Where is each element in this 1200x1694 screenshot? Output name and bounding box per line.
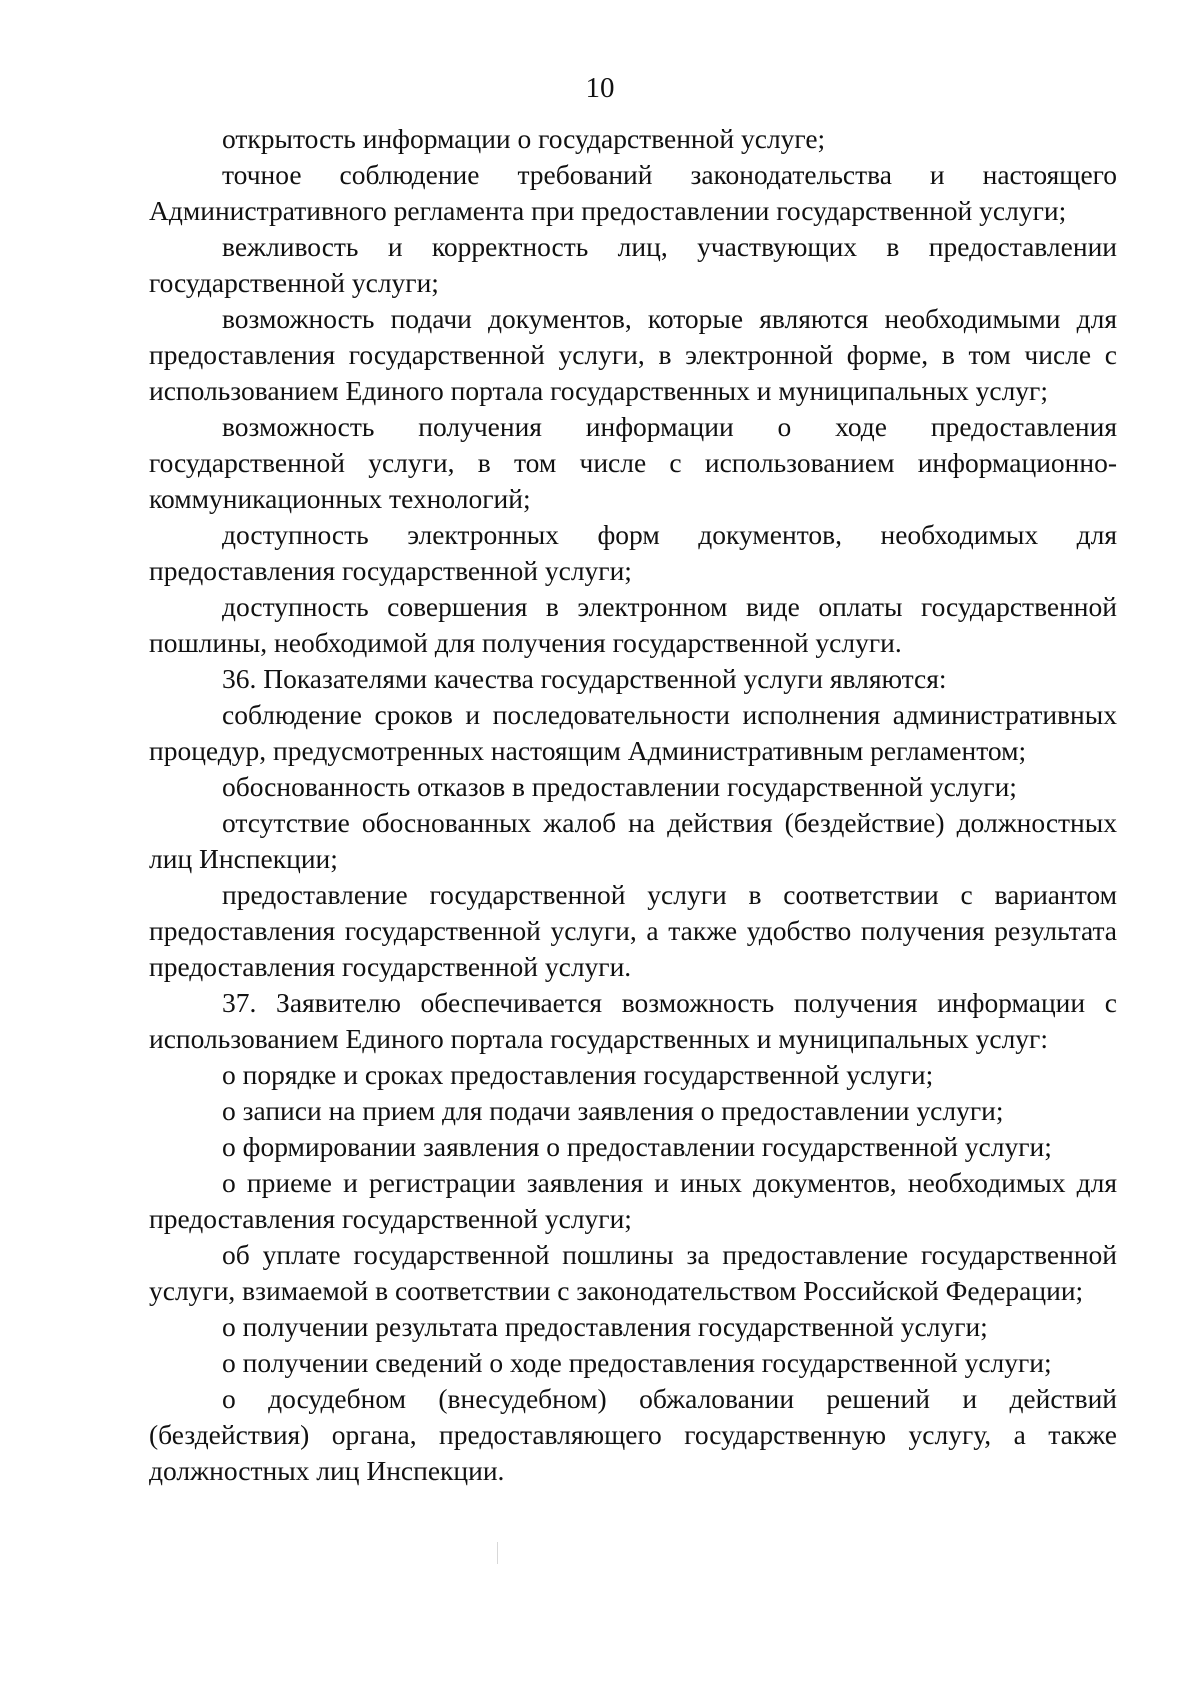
paragraph-line: (бездействия) органа, предоставляющего государственную услугу, а также: [149, 1419, 1117, 1450]
document-body: [149, 121, 1117, 1489]
paragraph-line: государственной услуги;: [149, 267, 439, 298]
paragraph: [149, 157, 1117, 229]
paragraph: [149, 1129, 1117, 1165]
paragraph-line: процедур, предусмотренных настоящим Административным регламентом;: [149, 735, 1027, 766]
paragraph: [149, 805, 1117, 877]
paragraph-line: обоснованность отказов в предоставлении государственной услуги;: [222, 771, 1017, 802]
paragraph-line: о получении результата предоставления государственной услуги;: [222, 1311, 988, 1342]
paragraph-line: предоставление государственной услуги в соответствии с вариантом: [222, 879, 1117, 910]
paragraph-line: 36. Показателями качества государственной услуги являются:: [222, 663, 947, 694]
paragraph: [149, 1381, 1117, 1489]
paragraph-line: о формировании заявления о предоставлении государственной услуги;: [222, 1131, 1052, 1162]
paragraph: [149, 769, 1117, 805]
paragraph-line: предоставления государственной услуги, а также удобство получения результата: [149, 915, 1117, 946]
paragraph-line: пошлины, необходимой для получения государственной услуги.: [149, 627, 902, 658]
scan-artifact: [497, 1542, 498, 1564]
paragraph-line: о приеме и регистрации заявления и иных документов, необходимых для: [222, 1167, 1117, 1198]
paragraph-line: услуги, взимаемой в соответствии с законодательством Российской Федерации;: [149, 1275, 1084, 1306]
paragraph-line: предоставления государственной услуги;: [149, 555, 632, 586]
paragraph-line: отсутствие обоснованных жалоб на действия (бездействие) должностных: [222, 807, 1117, 838]
paragraph: [149, 1057, 1117, 1093]
paragraph-line: вежливость и корректность лиц, участвующих в предоставлении: [222, 231, 1117, 262]
paragraph-line: Административного регламента при предоставлении государственной услуги;: [149, 195, 1067, 226]
paragraph-line: использованием Единого портала государственных и муниципальных услуг:: [149, 1023, 1048, 1054]
paragraph-line: о порядке и сроках предоставления государственной услуги;: [222, 1059, 934, 1090]
paragraph-line: об уплате государственной пошлины за предоставление государственной: [222, 1239, 1117, 1270]
paragraph: [149, 697, 1117, 769]
paragraph: [149, 1237, 1117, 1309]
paragraph: [149, 985, 1117, 1057]
paragraph-line: предоставления государственной услуги, в электронной форме, в том числе с: [149, 339, 1117, 370]
paragraph: [149, 517, 1117, 589]
paragraph-line: коммуникационных технологий;: [149, 483, 531, 514]
paragraph-line: доступность электронных форм документов, необходимых для: [222, 519, 1117, 550]
paragraph-line: открытость информации о государственной услуге;: [222, 123, 826, 154]
page-number: 10: [585, 72, 615, 104]
paragraph-line: доступность совершения в электронном виде оплаты государственной: [222, 591, 1117, 622]
paragraph: [149, 589, 1117, 661]
paragraph: [149, 409, 1117, 517]
paragraph-line: должностных лиц Инспекции.: [149, 1455, 505, 1486]
paragraph-line: возможность получения информации о ходе предоставления: [222, 411, 1117, 442]
paragraph: [149, 1165, 1117, 1237]
paragraph-line: точное соблюдение требований законодательства и настоящего: [222, 159, 1117, 190]
paragraph-line: лиц Инспекции;: [149, 843, 338, 874]
paragraph-line: предоставления государственной услуги.: [149, 951, 632, 982]
paragraph-line: возможность подачи документов, которые являются необходимыми для: [222, 303, 1117, 334]
paragraph: [149, 1093, 1117, 1129]
paragraph: [149, 661, 1117, 697]
paragraph: [149, 1345, 1117, 1381]
paragraph-line: о записи на прием для подачи заявления о предоставлении услуги;: [222, 1095, 1004, 1126]
paragraph-line: 37. Заявителю обеспечивается возможность получения информации с: [222, 987, 1117, 1018]
paragraph-line: о получении сведений о ходе предоставления государственной услуги;: [222, 1347, 1052, 1378]
paragraph: [149, 877, 1117, 985]
paragraph-line: соблюдение сроков и последовательности исполнения административных: [222, 699, 1117, 730]
paragraph-line: о досудебном (внесудебном) обжаловании решений и действий: [222, 1383, 1117, 1414]
paragraph-line: предоставления государственной услуги;: [149, 1203, 632, 1234]
paragraph: [149, 229, 1117, 301]
paragraph: [149, 121, 1117, 157]
paragraph-line: использованием Единого портала государственных и муниципальных услуг;: [149, 375, 1048, 406]
paragraph-line: государственной услуги, в том числе с использованием информационно-: [149, 447, 1117, 478]
paragraph: [149, 1309, 1117, 1345]
paragraph: [149, 301, 1117, 409]
